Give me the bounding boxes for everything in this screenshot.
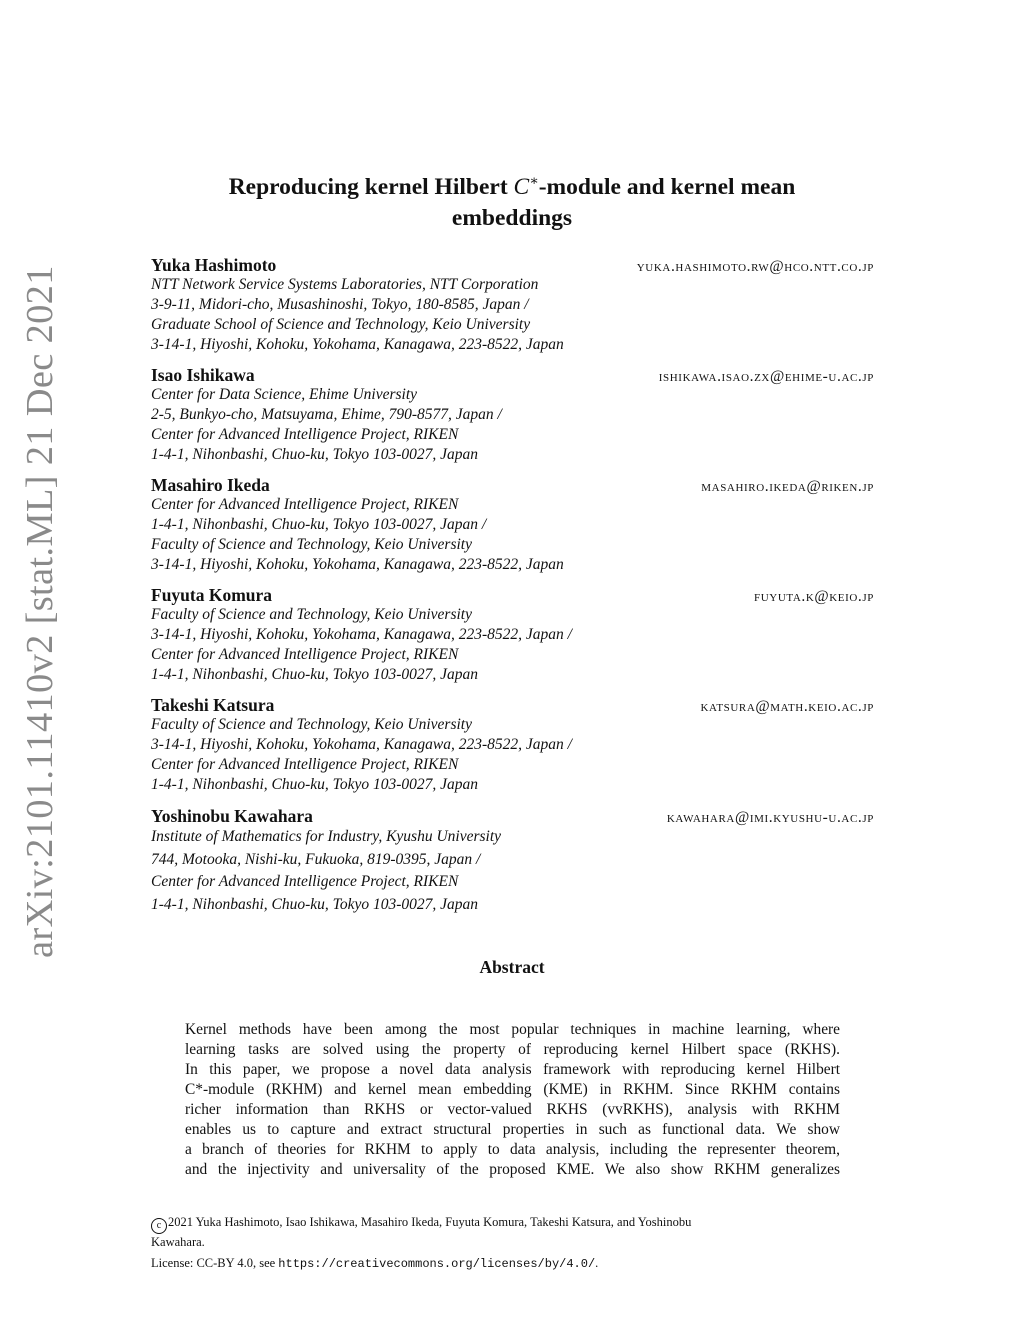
- abstract-line: enables us to capture and extract structural properties in such as functional data. We show: [185, 1121, 840, 1138]
- affiliation-line: 1-4-1, Nihonbashi, Chuo-ku, Tokyo 103-0027, Japan: [151, 895, 479, 913]
- affiliation-line: Center for Data Science, Ehime University: [151, 386, 418, 403]
- affiliation-line: Graduate School of Science and Technology, Keio University: [151, 316, 531, 333]
- affiliation-line: 3-9-11, Midori-cho, Musashinoshi, Tokyo, 180-8585, Japan /: [151, 296, 529, 313]
- author-email[interactable]: ishikawa.isao.zx@ehime-u.ac.jp: [658, 368, 874, 385]
- paper-title: [150, 166, 874, 234]
- license-link[interactable]: https://creativecommons.org/licenses/by/4.0/: [278, 1257, 596, 1271]
- affiliation-line: Faculty of Science and Technology, Keio University: [151, 716, 472, 733]
- affiliation-line: 744, Motooka, Nishi-ku, Fukuoka, 819-0395, Japan /: [151, 850, 481, 868]
- author-name: Masahiro Ikeda: [151, 475, 270, 495]
- author-name: Isao Ishikawa: [151, 365, 255, 385]
- title-math-symbol: C∗: [513, 173, 539, 200]
- affiliation-line: 3-14-1, Hiyoshi, Kohoku, Yokohama, Kanagawa, 223-8522, Japan /: [151, 736, 572, 753]
- affiliation-line: Center for Advanced Intelligence Project, RIKEN: [151, 756, 459, 773]
- arxiv-identifier-stamp: arXiv:2101.11410v2 [stat.ML] 21 Dec 2021: [19, 265, 61, 958]
- affiliation-line: 3-14-1, Hiyoshi, Kohoku, Yokohama, Kanagawa, 223-8522, Japan: [151, 336, 564, 353]
- abstract-line: In this paper, we propose a novel data analysis framework with reproducing kernel Hilbert: [185, 1061, 840, 1078]
- title-line-2: embeddings: [451, 204, 573, 231]
- author-email[interactable]: masahiro.ikeda@riken.jp: [701, 478, 874, 495]
- title-line-1: Reproducing kernel Hilbert C∗-module and kernel mean: [228, 173, 796, 200]
- author-email[interactable]: kawahara@imi.kyushu-u.ac.jp: [666, 809, 874, 826]
- copyright-icon: c: [151, 1218, 167, 1234]
- affiliation-line: Center for Advanced Intelligence Project, RIKEN: [151, 496, 459, 513]
- abstract-line: C*-module (RKHM) and kernel mean embedding (KME) in RKHM. Since RKHM contains: [185, 1081, 840, 1098]
- affiliation-line: 1-4-1, Nihonbashi, Chuo-ku, Tokyo 103-0027, Japan: [151, 776, 479, 793]
- abstract-line: a branch of theories for RKHM to apply to data analysis, including the representer theorem,: [185, 1141, 840, 1158]
- abstract-heading: Abstract: [479, 957, 545, 977]
- abstract-line: Kernel methods have been among the most popular techniques in machine learning, where: [185, 1021, 840, 1038]
- affiliation-line: Institute of Mathematics for Industry, Kyushu University: [151, 828, 502, 845]
- affiliation-line: 1-4-1, Nihonbashi, Chuo-ku, Tokyo 103-0027, Japan: [151, 666, 479, 683]
- author-block: [151, 475, 874, 575]
- copyright-text-line2: Kawahara.: [151, 1235, 205, 1249]
- license-suffix: .: [595, 1256, 599, 1270]
- author-name: Yoshinobu Kawahara: [151, 806, 313, 826]
- affiliation-line: Faculty of Science and Technology, Keio University: [151, 536, 472, 553]
- author-name: Takeshi Katsura: [151, 695, 275, 715]
- author-block: [151, 365, 874, 465]
- affiliation-line: Faculty of Science and Technology, Keio University: [151, 606, 472, 623]
- affiliation-line: NTT Network Service Systems Laboratories, NTT Corporation: [151, 276, 539, 293]
- author-name: Yuka Hashimoto: [151, 255, 277, 275]
- abstract-line: richer information than RKHS or vector-valued RKHS (vvRKHS), analysis with RKHM: [185, 1101, 840, 1118]
- abstract-line: and the injectivity and universality of the proposed KME. We also show RKHM generalizes: [185, 1161, 840, 1178]
- abstract-line: learning tasks are solved using the property of reproducing kernel Hilbert space (RKHS).: [185, 1041, 840, 1058]
- author-email[interactable]: fuyuta.k@keio.jp: [754, 588, 874, 605]
- abstract-body: [185, 1020, 840, 1180]
- author-email[interactable]: katsura@math.keio.ac.jp: [700, 698, 874, 715]
- author-block: [151, 806, 874, 916]
- affiliation-line: 1-4-1, Nihonbashi, Chuo-ku, Tokyo 103-0027, Japan: [151, 446, 479, 463]
- author-name: Fuyuta Komura: [151, 585, 273, 605]
- affiliation-line: 1-4-1, Nihonbashi, Chuo-ku, Tokyo 103-0027, Japan /: [151, 516, 487, 533]
- affiliation-line: Center for Advanced Intelligence Project, RIKEN: [151, 873, 459, 890]
- license-prefix: License: CC-BY 4.0, see: [151, 1256, 279, 1270]
- author-block: [151, 255, 874, 355]
- affiliation-line: 3-14-1, Hiyoshi, Kohoku, Yokohama, Kanagawa, 223-8522, Japan /: [151, 626, 572, 643]
- author-email[interactable]: yuka.hashimoto.rw@hco.ntt.co.jp: [636, 258, 874, 275]
- affiliation-line: 3-14-1, Hiyoshi, Kohoku, Yokohama, Kanagawa, 223-8522, Japan: [151, 556, 564, 573]
- license-notice: [151, 1255, 851, 1272]
- copyright-notice: [151, 1214, 851, 1250]
- copyright-text: 2021 Yuka Hashimoto, Isao Ishikawa, Masahiro Ikeda, Fuyuta Komura, Takeshi Katsura, and Yoshinobu: [168, 1215, 692, 1229]
- author-block: [151, 585, 874, 685]
- author-block: [151, 695, 874, 795]
- affiliation-line: Center for Advanced Intelligence Project, RIKEN: [151, 426, 459, 443]
- affiliation-line: 2-5, Bunkyo-cho, Matsuyama, Ehime, 790-8577, Japan /: [151, 406, 502, 423]
- affiliation-line: Center for Advanced Intelligence Project, RIKEN: [151, 646, 459, 663]
